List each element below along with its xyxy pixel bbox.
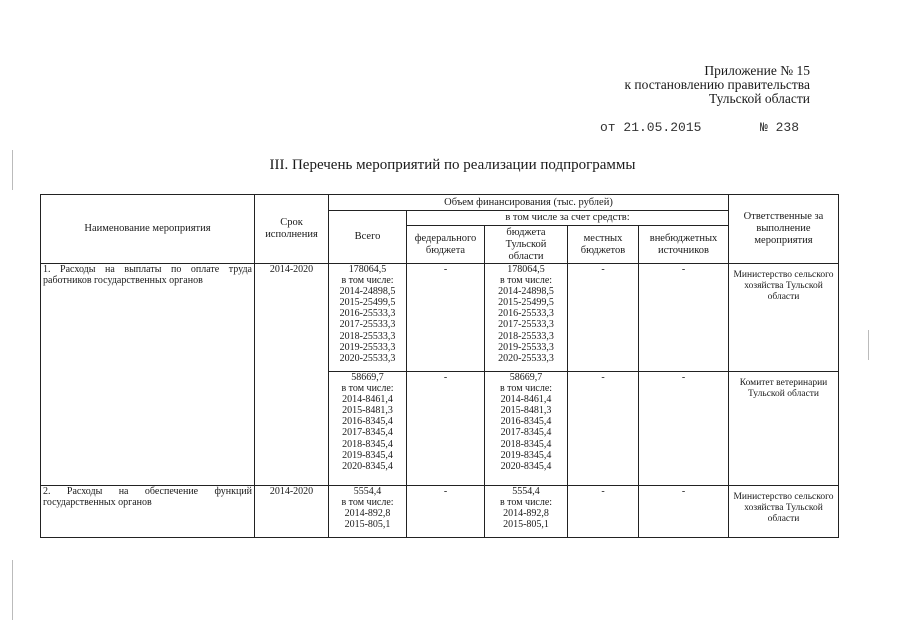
value-line: 2014-24898,5 xyxy=(339,286,396,298)
value-line: 2015-25499,5 xyxy=(498,297,554,309)
value-line: 2018-25533,3 xyxy=(498,330,554,342)
scan-mark xyxy=(12,560,13,620)
cell-regional xyxy=(485,372,568,486)
appendix-line-1: Приложение № 15 xyxy=(704,63,810,78)
cell-federal: - xyxy=(407,486,485,538)
value-line: в том числе: xyxy=(341,497,394,509)
value-line: 2019-25533,3 xyxy=(339,341,396,353)
value-line: 2015-805,1 xyxy=(503,519,549,531)
row-term: 2014-2020 xyxy=(255,486,329,538)
value-line: 2018-8345,4 xyxy=(500,438,552,450)
value-line: в том числе: xyxy=(499,383,553,395)
value-line: 2016-25533,3 xyxy=(339,308,396,320)
cell-extra: - xyxy=(639,486,729,538)
value-line: 2020-8345,4 xyxy=(342,460,393,472)
value-line: 2015-805,1 xyxy=(344,519,391,531)
header-extra: внебюджетных источников xyxy=(639,226,729,264)
value-line: в том числе: xyxy=(499,497,553,509)
row-name: 2. Расходы на обеспечение функций государственных органов xyxy=(41,486,255,538)
header-funding: Объем финансирования (тыс. рублей) xyxy=(329,195,729,211)
header-regional: бюджета Тульской области xyxy=(485,226,568,264)
value-line: в том числе: xyxy=(341,383,394,395)
cell-regional xyxy=(485,264,568,372)
value-line: 2014-8461,4 xyxy=(342,394,393,406)
value-line: 2017-25533,3 xyxy=(498,319,554,331)
cell-total xyxy=(329,264,407,372)
cell-total xyxy=(329,372,407,486)
row-name: 1. Расходы на выплаты по оплате труда работников государственных органов xyxy=(41,264,255,486)
value-line: 2017-8345,4 xyxy=(342,427,393,439)
value-line: 2014-24898,5 xyxy=(498,286,554,298)
value-line: 2019-8345,4 xyxy=(500,449,552,461)
appendix-block xyxy=(560,64,810,106)
value-line: 2018-8345,4 xyxy=(342,438,393,450)
value-line: 2014-8461,4 xyxy=(500,394,552,406)
value-line: 5554,4 xyxy=(353,486,382,497)
scan-mark xyxy=(868,330,869,360)
header-responsible: Ответственные за выполнение мероприятия xyxy=(729,195,839,264)
value-line: 178064,5 xyxy=(507,264,545,275)
value-line: в том числе: xyxy=(499,275,553,287)
value-line: 5554,4 xyxy=(512,486,540,497)
value-line: 2019-8345,4 xyxy=(342,449,393,461)
page-title: III. Перечень мероприятий по реализации подпрограммы xyxy=(269,157,636,173)
order-number: № 238 xyxy=(760,120,800,135)
value-line: 2018-25533,3 xyxy=(339,330,396,342)
order-date: от 21.05.2015 xyxy=(600,120,702,135)
value-line: 2014-892,8 xyxy=(344,508,391,520)
table-row xyxy=(41,486,839,538)
cell-responsible: Министерство сельского хозяйства Тульской области xyxy=(729,264,839,372)
cell-federal: - xyxy=(407,264,485,372)
header-including: в том числе за счет средств: xyxy=(407,211,729,226)
value-line: 2020-25533,3 xyxy=(339,352,396,364)
cell-responsible: Комитет ветеринарии Тульской области xyxy=(729,372,839,486)
value-line: 2014-892,8 xyxy=(503,508,549,520)
value-line: 2017-8345,4 xyxy=(500,427,552,439)
row-term: 2014-2020 xyxy=(255,264,329,486)
header-row-1 xyxy=(41,195,839,211)
value-line: 2015-25499,5 xyxy=(339,297,396,309)
cell-extra: - xyxy=(639,264,729,372)
value-line: 2016-25533,3 xyxy=(498,308,554,320)
value-line: 2016-8345,4 xyxy=(342,416,393,428)
appendix-line-2: к постановлению правительства xyxy=(624,77,810,92)
table-row xyxy=(41,264,839,372)
value-line: 58669,7 xyxy=(509,372,543,383)
cell-regional xyxy=(485,486,568,538)
cell-responsible: Министерство сельского хозяйства Тульской области xyxy=(729,486,839,538)
value-line: 2020-25533,3 xyxy=(498,352,554,364)
value-line: 2015-8481,3 xyxy=(342,405,393,417)
value-line: 2017-25533,3 xyxy=(339,319,396,331)
cell-local: - xyxy=(568,486,639,538)
value-line: 2020-8345,4 xyxy=(500,460,552,472)
measures-table xyxy=(40,194,839,538)
cell-local: - xyxy=(568,264,639,372)
value-line: 2016-8345,4 xyxy=(500,416,552,428)
appendix-line-3: Тульской области xyxy=(709,91,810,106)
header-total: Всего xyxy=(329,211,407,264)
cell-local: - xyxy=(568,372,639,486)
value-line: 2019-25533,3 xyxy=(498,341,554,353)
header-name: Наименование мероприятия xyxy=(41,195,255,264)
cell-federal: - xyxy=(407,372,485,486)
header-federal: федерального бюджета xyxy=(407,226,485,264)
header-term: Срок исполнения xyxy=(255,195,329,264)
value-line: 2015-8481,3 xyxy=(500,405,552,417)
value-line: в том числе: xyxy=(341,275,394,287)
header-local: местных бюджетов xyxy=(568,226,639,264)
scan-mark xyxy=(12,150,13,190)
cell-total xyxy=(329,486,407,538)
value-line: 178064,5 xyxy=(348,264,387,275)
cell-extra: - xyxy=(639,372,729,486)
value-line: 58669,7 xyxy=(351,372,384,383)
